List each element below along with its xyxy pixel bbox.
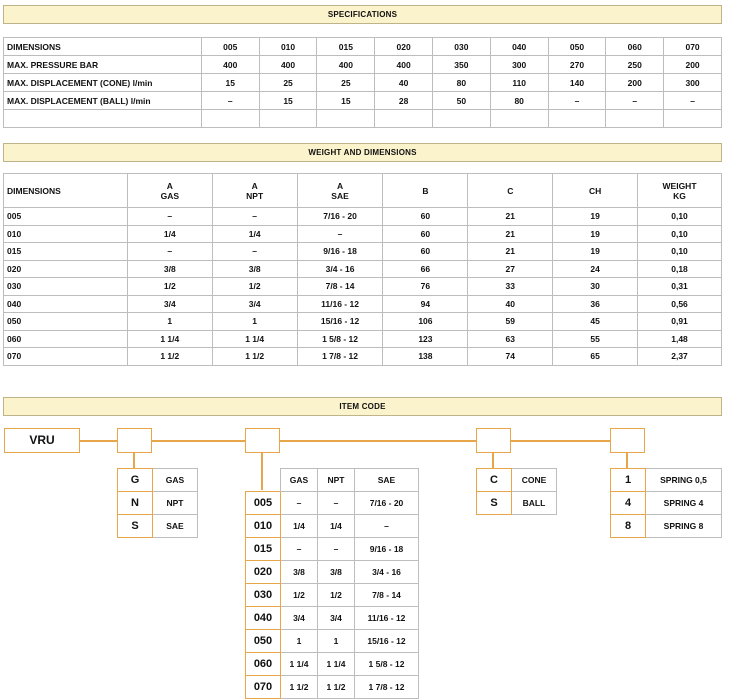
table-cell — [201, 110, 259, 128]
option-label: 1 5/8 - 12 — [355, 653, 419, 676]
table-cell: 0,91 — [638, 313, 722, 331]
table-cell: 200 — [664, 56, 722, 74]
size-code: 040 — [246, 607, 281, 630]
table-cell: 19 — [553, 225, 638, 243]
option-row — [477, 492, 557, 515]
header-cell: DIMENSIONS — [4, 38, 202, 56]
header-cell: 060 — [606, 38, 664, 56]
option-label: 9/16 - 18 — [355, 538, 419, 561]
option-row — [246, 676, 419, 699]
seat-options-table — [476, 468, 557, 515]
option-label: 1 1/4 — [281, 653, 318, 676]
option-label: – — [355, 515, 419, 538]
table-cell: 63 — [468, 330, 553, 348]
thread-code: S — [118, 515, 153, 538]
table-cell: 25 — [259, 74, 317, 92]
table-cell: 1 1/4 — [212, 330, 297, 348]
specifications-table — [3, 37, 722, 128]
seat-code: S — [477, 492, 512, 515]
thread-code: N — [118, 492, 153, 515]
table-header-row — [4, 38, 722, 56]
table-cell: 200 — [606, 74, 664, 92]
table-cell: 015 — [4, 243, 128, 261]
table-row — [4, 278, 722, 296]
table-cell: 27 — [468, 260, 553, 278]
table-header-row — [4, 174, 722, 208]
seat-code: C — [477, 469, 512, 492]
header-cell: WEIGHT KG — [638, 174, 722, 208]
size-code: 010 — [246, 515, 281, 538]
table-cell: 3/8 — [127, 260, 212, 278]
table-cell: 106 — [383, 313, 468, 331]
table-cell: 020 — [4, 260, 128, 278]
weight-dimensions-banner: WEIGHT AND DIMENSIONS — [3, 143, 722, 162]
option-label: SPRING 0,5 — [646, 469, 722, 492]
option-row — [246, 584, 419, 607]
option-label: 1/4 — [281, 515, 318, 538]
table-cell: 1 1/4 — [127, 330, 212, 348]
weight-dimensions-table — [3, 173, 722, 366]
option-label: 1/2 — [318, 584, 355, 607]
table-cell: 1 — [212, 313, 297, 331]
table-cell: – — [297, 225, 383, 243]
option-label: 3/8 — [281, 561, 318, 584]
table-cell: 74 — [468, 348, 553, 366]
header-cell: 020 — [375, 38, 433, 56]
table-cell: – — [201, 92, 259, 110]
table-cell: 1/2 — [212, 278, 297, 296]
option-label: – — [281, 492, 318, 515]
table-row — [4, 225, 722, 243]
header-cell: 030 — [433, 38, 491, 56]
table-row — [4, 56, 722, 74]
table-cell: 400 — [317, 56, 375, 74]
thread-slot-box — [117, 428, 152, 453]
option-label: NPT — [153, 492, 198, 515]
option-label: BALL — [512, 492, 557, 515]
header-cell: DIMENSIONS — [4, 174, 128, 208]
spring-options-table — [610, 468, 722, 538]
header-cell: B — [383, 174, 468, 208]
table-row — [4, 313, 722, 331]
table-cell: – — [548, 92, 606, 110]
table-cell: 1 7/8 - 12 — [297, 348, 383, 366]
option-label: 3/4 — [281, 607, 318, 630]
table-cell — [375, 110, 433, 128]
header-cell: CH — [553, 174, 638, 208]
table-cell: 24 — [553, 260, 638, 278]
table-cell: 15 — [317, 92, 375, 110]
prefix-box: VRU — [4, 428, 80, 453]
size-code: 020 — [246, 561, 281, 584]
blank-corner — [246, 469, 281, 492]
size-code: 030 — [246, 584, 281, 607]
option-label: 1 1/2 — [281, 676, 318, 699]
table-cell: 110 — [490, 74, 548, 92]
table-cell: 80 — [490, 92, 548, 110]
table-cell: 36 — [553, 295, 638, 313]
size-options-table — [245, 468, 419, 699]
option-row — [477, 469, 557, 492]
header-cell: NPT — [318, 469, 355, 492]
table-cell: – — [606, 92, 664, 110]
option-row — [118, 515, 198, 538]
table-cell: 010 — [4, 225, 128, 243]
table-cell: 15 — [201, 74, 259, 92]
table-cell: 15 — [259, 92, 317, 110]
header-cell: 040 — [490, 38, 548, 56]
table-cell: 21 — [468, 208, 553, 226]
header-cell: 050 — [548, 38, 606, 56]
option-label: SPRING 8 — [646, 515, 722, 538]
thread-drop-line — [133, 453, 135, 468]
table-cell: 0,31 — [638, 278, 722, 296]
table-cell: 33 — [468, 278, 553, 296]
table-cell: 0,10 — [638, 225, 722, 243]
option-label: 3/4 - 16 — [355, 561, 419, 584]
option-label: GAS — [153, 469, 198, 492]
table-cell: 050 — [4, 313, 128, 331]
table-cell: – — [212, 208, 297, 226]
table-cell: 3/8 — [212, 260, 297, 278]
option-label: 1 — [281, 630, 318, 653]
spring-code: 4 — [611, 492, 646, 515]
table-cell: 1 — [127, 313, 212, 331]
table-cell: 060 — [4, 330, 128, 348]
option-label: 1 1/4 — [318, 653, 355, 676]
item-code-banner: ITEM CODE — [3, 397, 722, 416]
spring-code: 1 — [611, 469, 646, 492]
table-cell: 19 — [553, 243, 638, 261]
header-cell: 070 — [664, 38, 722, 56]
table-cell: MAX. DISPLACEMENT (CONE) l/min — [4, 74, 202, 92]
table-cell: 9/16 - 18 — [297, 243, 383, 261]
table-cell: 25 — [317, 74, 375, 92]
option-label: 1/4 — [318, 515, 355, 538]
table-cell: 59 — [468, 313, 553, 331]
size-code: 070 — [246, 676, 281, 699]
table-cell: 40 — [468, 295, 553, 313]
table-cell: 80 — [433, 74, 491, 92]
table-cell — [490, 110, 548, 128]
table-cell: 19 — [553, 208, 638, 226]
option-row — [611, 492, 722, 515]
header-cell: A GAS — [127, 174, 212, 208]
option-label: 11/16 - 12 — [355, 607, 419, 630]
table-cell: 65 — [553, 348, 638, 366]
table-cell — [433, 110, 491, 128]
table-cell: 0,10 — [638, 243, 722, 261]
size-code: 050 — [246, 630, 281, 653]
table-cell: 3/4 - 16 — [297, 260, 383, 278]
table-cell: 250 — [606, 56, 664, 74]
table-cell: 60 — [383, 208, 468, 226]
table-cell: 28 — [375, 92, 433, 110]
thread-options-table — [117, 468, 198, 538]
table-cell: 123 — [383, 330, 468, 348]
table-cell: 070 — [4, 348, 128, 366]
table-row — [4, 74, 722, 92]
table-cell — [606, 110, 664, 128]
table-cell: 1/4 — [127, 225, 212, 243]
table-cell: 1,48 — [638, 330, 722, 348]
option-label: 7/16 - 20 — [355, 492, 419, 515]
table-cell: 76 — [383, 278, 468, 296]
table-cell: 60 — [383, 243, 468, 261]
option-row — [246, 492, 419, 515]
table-cell: 55 — [553, 330, 638, 348]
table-cell: 140 — [548, 74, 606, 92]
header-cell: 010 — [259, 38, 317, 56]
table-cell: 1 1/2 — [212, 348, 297, 366]
table-cell — [548, 110, 606, 128]
table-cell: 7/16 - 20 — [297, 208, 383, 226]
table-cell: 400 — [259, 56, 317, 74]
table-cell — [317, 110, 375, 128]
seat-drop-line — [492, 453, 494, 468]
option-label: 3/4 — [318, 607, 355, 630]
option-row — [118, 492, 198, 515]
table-cell: 45 — [553, 313, 638, 331]
size-code: 005 — [246, 492, 281, 515]
table-cell: 60 — [383, 225, 468, 243]
option-label: 1 1/2 — [318, 676, 355, 699]
header-cell: SAE — [355, 469, 419, 492]
table-row — [4, 92, 722, 110]
option-row — [246, 630, 419, 653]
connector-line — [80, 440, 640, 442]
table-cell: 66 — [383, 260, 468, 278]
spring-code: 8 — [611, 515, 646, 538]
option-row — [611, 515, 722, 538]
option-row — [611, 469, 722, 492]
option-row — [246, 607, 419, 630]
table-cell: 138 — [383, 348, 468, 366]
table-cell: 11/16 - 12 — [297, 295, 383, 313]
option-label: – — [318, 538, 355, 561]
size-slot-box — [245, 428, 280, 453]
table-row — [4, 110, 722, 128]
option-label: 15/16 - 12 — [355, 630, 419, 653]
option-label: CONE — [512, 469, 557, 492]
table-cell: – — [664, 92, 722, 110]
option-row — [118, 469, 198, 492]
table-cell: 005 — [4, 208, 128, 226]
size-code: 015 — [246, 538, 281, 561]
option-label: 1 — [318, 630, 355, 653]
table-cell: 21 — [468, 225, 553, 243]
table-cell: 3/4 — [127, 295, 212, 313]
option-label: 7/8 - 14 — [355, 584, 419, 607]
table-row — [4, 348, 722, 366]
option-row — [246, 538, 419, 561]
table-cell: MAX. DISPLACEMENT (BALL) l/min — [4, 92, 202, 110]
table-cell: 21 — [468, 243, 553, 261]
table-cell — [664, 110, 722, 128]
table-cell: 300 — [664, 74, 722, 92]
table-cell: 030 — [4, 278, 128, 296]
thread-code: G — [118, 469, 153, 492]
option-row — [246, 515, 419, 538]
table-row — [4, 208, 722, 226]
table-row — [4, 295, 722, 313]
spring-slot-box — [610, 428, 645, 453]
header-cell: 005 — [201, 38, 259, 56]
table-cell: 1 5/8 - 12 — [297, 330, 383, 348]
table-cell: 30 — [553, 278, 638, 296]
header-cell: C — [468, 174, 553, 208]
table-cell: 300 — [490, 56, 548, 74]
table-cell: 270 — [548, 56, 606, 74]
spring-drop-line — [626, 453, 628, 468]
table-cell: 1 1/2 — [127, 348, 212, 366]
table-cell: 3/4 — [212, 295, 297, 313]
option-label: – — [318, 492, 355, 515]
table-cell: – — [127, 243, 212, 261]
table-cell: 94 — [383, 295, 468, 313]
table-cell: 0,56 — [638, 295, 722, 313]
option-row — [246, 653, 419, 676]
table-cell: 350 — [433, 56, 491, 74]
specifications-banner: SPECIFICATIONS — [3, 5, 722, 24]
option-row — [246, 561, 419, 584]
header-cell: A NPT — [212, 174, 297, 208]
table-cell: 1/2 — [127, 278, 212, 296]
size-header-row — [246, 469, 419, 492]
header-cell: 015 — [317, 38, 375, 56]
option-label: 1 7/8 - 12 — [355, 676, 419, 699]
table-cell: 0,18 — [638, 260, 722, 278]
table-cell: 2,37 — [638, 348, 722, 366]
table-cell: 50 — [433, 92, 491, 110]
table-cell: 400 — [375, 56, 433, 74]
table-cell: 40 — [375, 74, 433, 92]
header-cell: GAS — [281, 469, 318, 492]
table-cell: 040 — [4, 295, 128, 313]
option-label: 3/8 — [318, 561, 355, 584]
table-row — [4, 243, 722, 261]
table-cell — [259, 110, 317, 128]
table-cell: 0,10 — [638, 208, 722, 226]
table-cell: MAX. PRESSURE BAR — [4, 56, 202, 74]
table-cell: 400 — [201, 56, 259, 74]
option-label: 1/2 — [281, 584, 318, 607]
table-cell: – — [212, 243, 297, 261]
table-cell: 1/4 — [212, 225, 297, 243]
option-label: – — [281, 538, 318, 561]
table-row — [4, 330, 722, 348]
table-cell: 15/16 - 12 — [297, 313, 383, 331]
table-cell: 7/8 - 14 — [297, 278, 383, 296]
table-cell: – — [127, 208, 212, 226]
table-row — [4, 260, 722, 278]
header-cell: A SAE — [297, 174, 383, 208]
size-code: 060 — [246, 653, 281, 676]
option-label: SAE — [153, 515, 198, 538]
seat-slot-box — [476, 428, 511, 453]
option-label: SPRING 4 — [646, 492, 722, 515]
table-cell — [4, 110, 202, 128]
